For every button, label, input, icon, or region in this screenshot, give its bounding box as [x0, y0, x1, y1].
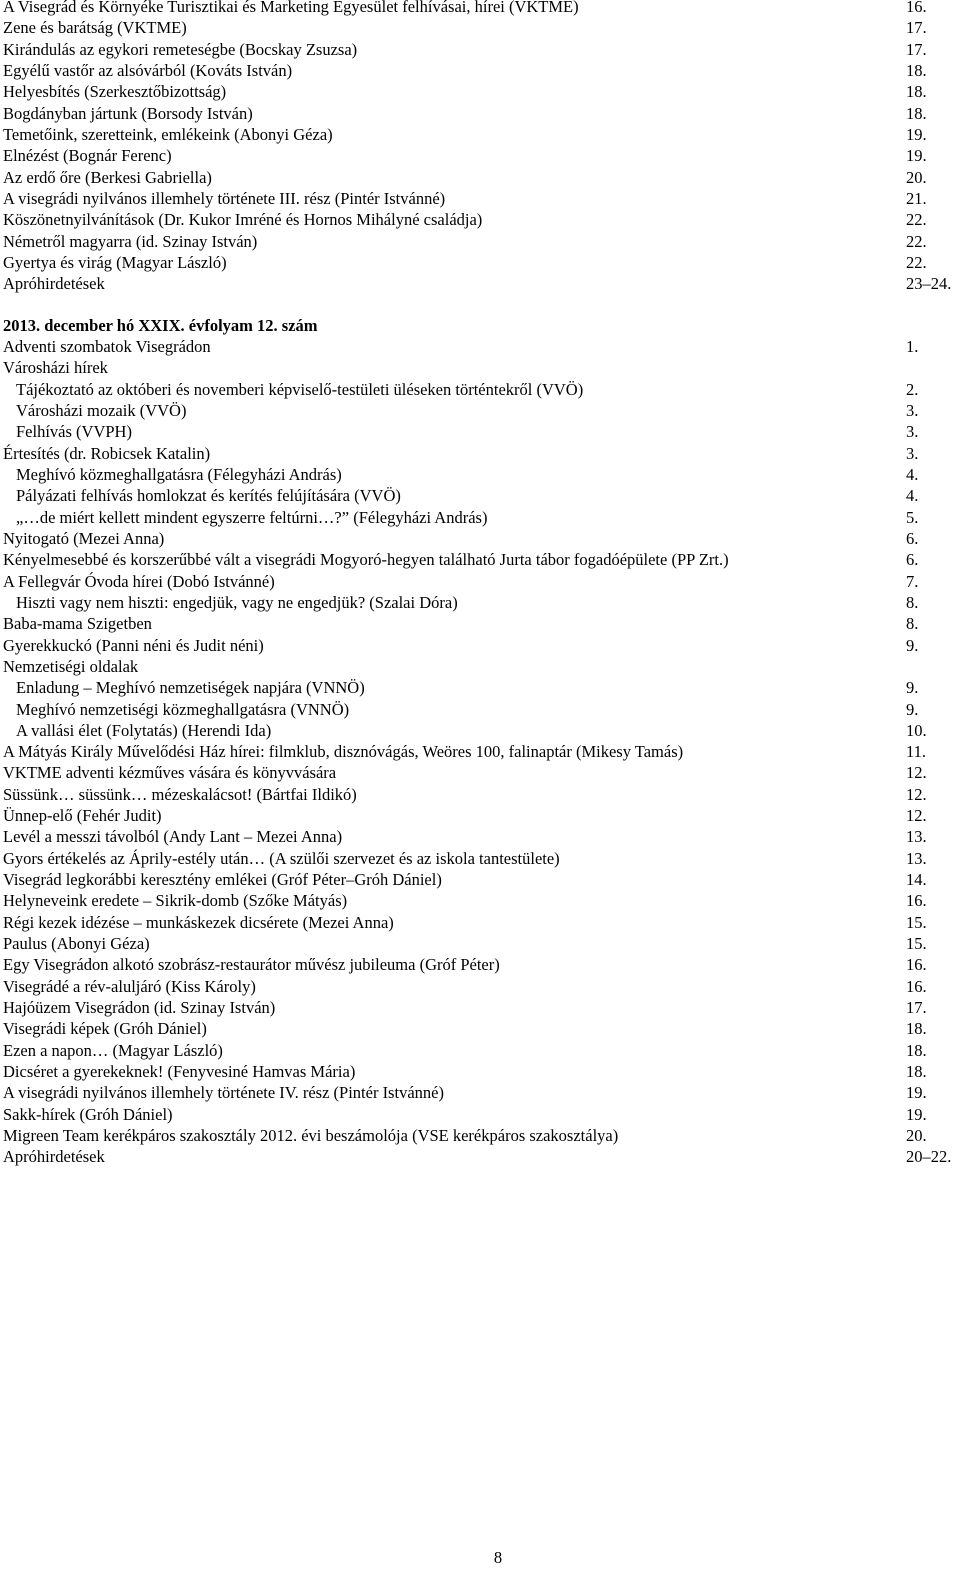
toc-entry [3, 464, 960, 485]
toc-entry-title: Levél a messzi távolból (Andy Lant – Mezei Anna) [3, 827, 343, 847]
toc-entry-title: Meghívó nemzetiségi közmeghallgatásra (VNNÖ) [16, 699, 350, 719]
toc-entry-title: Gyertya és virág (Magyar László) [3, 252, 227, 272]
toc-entry-title: Süssünk… süssünk… mézeskalácsot! (Bártfai Ildikó) [3, 784, 357, 804]
toc-entry [3, 997, 960, 1018]
toc-entry-page: 9. [906, 699, 919, 719]
toc-entry-page: 17. [906, 998, 927, 1018]
toc-entry [3, 528, 960, 549]
toc-entry-page: 19. [906, 124, 927, 144]
toc-entry-title: Egy Visegrádon alkotó szobrász-restaurátor művész jubileuma (Gróf Péter) [3, 955, 500, 975]
toc-entry-page: 22. [906, 210, 927, 230]
toc-entry-page: 2. [906, 379, 919, 399]
page-number: 8 [493, 1548, 503, 1567]
toc-entry-title: Nemzetiségi oldalak [3, 656, 139, 676]
toc-entry-title: Gyerekkuckó (Panni néni és Judit néni) [3, 635, 264, 655]
toc-entry-title: Enladung – Meghívó nemzetiségek napjára (VNNÖ) [16, 678, 365, 698]
toc-entry-title: Visegrádé a rév-aluljáró (Kiss Károly) [3, 976, 256, 996]
toc-entry [3, 1018, 960, 1039]
toc-entry-page: 13. [906, 827, 927, 847]
toc-entry-title: VKTME adventi kézműves vására és könyvvására [3, 763, 337, 783]
toc-entry-page: 12. [906, 806, 927, 826]
toc-entry-page: 3. [906, 422, 919, 442]
toc-entry-title: Apróhirdetések [3, 1147, 105, 1167]
toc-entry-title: Helyesbítés (Szerkesztőbizottság) [3, 82, 227, 102]
toc-entry-title: Temetőink, szeretteink, emlékeink (Abonyi Géza) [3, 124, 333, 144]
toc-entry [3, 273, 960, 294]
toc-entry-page: 17. [906, 39, 927, 59]
toc-entry [3, 890, 960, 911]
toc-entry-page: 16. [906, 891, 927, 911]
toc-entry-page: 19. [906, 1104, 927, 1124]
toc-entry-page: 11. [906, 742, 927, 762]
toc-entry [3, 720, 960, 741]
toc-entry [3, 167, 960, 188]
toc-entry [3, 81, 960, 102]
toc-entry-title: „…de miért kellett mindent egyszerre feltúrni…?” (Félegyházi András) [16, 507, 488, 527]
toc-entry [3, 848, 960, 869]
toc-entry-page: 20. [906, 167, 927, 187]
toc-entry-page: 5. [906, 507, 919, 527]
toc-entry-title: A Visegrád és Környéke Turisztikai és Marketing Egyesület felhívásai, hírei (VKTME) [3, 0, 579, 16]
toc-entry-page: 12. [906, 784, 927, 804]
toc-entry-page: 18. [906, 1019, 927, 1039]
toc-entry-page: 3. [906, 443, 919, 463]
toc-entry-title: Hajóüzem Visegrádon (id. Szinay István) [3, 998, 276, 1018]
toc-entry [3, 1040, 960, 1061]
toc-entry [3, 443, 960, 464]
toc-entry [3, 231, 960, 252]
toc-entry-page: 8. [906, 592, 919, 612]
toc-entry-title: Értesítés (dr. Robicsek Katalin) [3, 443, 211, 463]
toc-entry-title: Zene és barátság (VKTME) [3, 18, 187, 38]
toc-entry-page: 6. [906, 528, 919, 548]
toc-entry [3, 103, 960, 124]
toc-entry-title: Az erdő őre (Berkesi Gabriella) [3, 167, 212, 187]
toc-entry-title: Hiszti vagy nem hiszti: engedjük, vagy ne engedjük? (Szalai Dóra) [16, 592, 458, 612]
toc-entry [3, 1125, 960, 1146]
toc-entry [3, 677, 960, 698]
toc-entry [3, 357, 960, 378]
toc-entry-page: 12. [906, 763, 927, 783]
toc-entry [3, 571, 960, 592]
table-of-contents [3, 0, 960, 1168]
toc-entry-page: 19. [906, 146, 927, 166]
toc-entry-page: 15. [906, 912, 927, 932]
toc-entry-page: 18. [906, 1040, 927, 1060]
toc-entry-page: 13. [906, 848, 927, 868]
toc-entry-page: 16. [906, 976, 927, 996]
toc-entry [3, 699, 960, 720]
toc-entry-title: Helyneveink eredete – Sikrik-domb (Szőke Mátyás) [3, 891, 348, 911]
toc-entry-page: 18. [906, 60, 927, 80]
toc-entry-title: Baba-mama Szigetben [3, 614, 152, 634]
toc-entry [3, 124, 960, 145]
toc-entry [3, 252, 960, 273]
toc-entry [3, 400, 960, 421]
toc-entry-page: 19. [906, 1083, 927, 1103]
toc-entry-title: Köszönetnyilvánítások (Dr. Kukor Imréné és Hornos Mihályné családja) [3, 210, 483, 230]
toc-entry-page: 7. [906, 571, 919, 591]
toc-entry [3, 145, 960, 166]
toc-section-previous-issue [3, 0, 960, 295]
toc-entry-title: Ezen a napon… (Magyar László) [3, 1040, 223, 1060]
toc-entry [3, 869, 960, 890]
toc-entry [3, 912, 960, 933]
toc-entry-page: 22. [906, 231, 927, 251]
toc-entry [3, 1061, 960, 1082]
toc-entry [3, 933, 960, 954]
toc-entry [3, 60, 960, 81]
toc-entry [3, 39, 960, 60]
toc-entry-page: 20–22. [906, 1147, 952, 1167]
toc-entry-title: Városházi hírek [3, 358, 108, 378]
toc-entry-title: Nyitogató (Mezei Anna) [3, 528, 165, 548]
toc-entry [3, 507, 960, 528]
toc-entry [3, 635, 960, 656]
toc-entry-title: Meghívó közmeghallgatásra (Félegyházi András) [16, 464, 342, 484]
toc-entry-title: Paulus (Abonyi Géza) [3, 934, 150, 954]
toc-entry-title: Városházi mozaik (VVÖ) [16, 400, 187, 420]
toc-entry-title: Pályázati felhívás homlokzat és kerítés felújítására (VVÖ) [16, 486, 401, 506]
toc-entry [3, 741, 960, 762]
toc-entry-title: Tájékoztató az októberi és novemberi képviselő-testületi üléseken történtekről (VVÖ) [16, 379, 584, 399]
toc-entry [3, 762, 960, 783]
toc-entry [3, 0, 960, 17]
toc-entry-title: Elnézést (Bognár Ferenc) [3, 146, 172, 166]
toc-entry-page: 21. [906, 188, 927, 208]
toc-entry-title: Ünnep-elő (Fehér Judit) [3, 806, 162, 826]
toc-entry-title: Migreen Team kerékpáros szakosztály 2012. évi beszámolója (VSE kerékpáros szakosztálya) [3, 1126, 619, 1146]
toc-entry-title: A visegrádi nyilvános illemhely története III. rész (Pintér Istvánné) [3, 188, 446, 208]
toc-entry-title: Felhívás (VVPH) [16, 422, 132, 442]
toc-entry-title: A Fellegvár Óvoda hírei (Dobó Istvánné) [3, 571, 275, 591]
toc-entry-page: 20. [906, 1126, 927, 1146]
toc-entry-page: 9. [906, 635, 919, 655]
toc-entry-page: 23–24. [906, 274, 952, 294]
toc-entry-page: 15. [906, 934, 927, 954]
toc-entry [3, 613, 960, 634]
toc-entry-title: A vallási élet (Folytatás) (Herendi Ida) [16, 720, 272, 740]
toc-entry [3, 805, 960, 826]
toc-entry [3, 379, 960, 400]
toc-entry [3, 17, 960, 38]
toc-entry-page: 22. [906, 252, 927, 272]
toc-entry-page: 18. [906, 1062, 927, 1082]
toc-entry-title: Régi kezek idézése – munkáskezek dicsérete (Mezei Anna) [3, 912, 394, 932]
toc-entry-title: Visegrádi képek (Gróh Dániel) [3, 1019, 207, 1039]
toc-entry-title: Bogdányban jártunk (Borsody István) [3, 103, 253, 123]
toc-entry-page: 6. [906, 550, 919, 570]
toc-section-december-issue [3, 336, 960, 1168]
toc-entry [3, 976, 960, 997]
toc-entry [3, 592, 960, 613]
toc-entry-page: 16. [906, 0, 927, 16]
toc-entry [3, 485, 960, 506]
toc-entry-page: 1. [906, 336, 919, 356]
toc-entry [3, 549, 960, 570]
toc-entry-page: 17. [906, 18, 927, 38]
toc-entry [3, 188, 960, 209]
toc-entry-page: 16. [906, 955, 927, 975]
toc-entry-title: Kényelmesebbé és korszerűbbé vált a visegrádi Mogyoró-hegyen található Jurta tábor fogadóépülete (PP Zrt.) [3, 550, 729, 570]
toc-entry-title: Gyors értékelés az Áprily-estély után… (A szülői szervezet és az iskola tantestülete) [3, 848, 560, 868]
section-gap [3, 295, 960, 315]
toc-entry [3, 336, 960, 357]
toc-entry-title: Egyélű vastőr az alsóvárból (Kováts István) [3, 60, 293, 80]
toc-entry-page: 4. [906, 464, 919, 484]
toc-entry-title: A Mátyás Király Művelődési Ház hírei: filmklub, disznóvágás, Weöres 100, falinaptár (Mikesy Tamás) [3, 742, 684, 762]
toc-entry-page: 18. [906, 82, 927, 102]
toc-entry-title: Dicséret a gyerekeknek! (Fenyvesiné Hamvas Mária) [3, 1062, 356, 1082]
toc-entry-title: Apróhirdetések [3, 274, 105, 294]
toc-entry-page: 14. [906, 870, 927, 890]
toc-entry [3, 954, 960, 975]
toc-entry-title: Visegrád legkorábbi keresztény emlékei (Gróf Péter–Gróh Dániel) [3, 870, 442, 890]
toc-entry-title: A visegrádi nyilvános illemhely története IV. rész (Pintér Istvánné) [3, 1083, 444, 1103]
toc-entry-title: Sakk-hírek (Gróh Dániel) [3, 1104, 173, 1124]
toc-entry-title: Adventi szombatok Visegrádon [3, 336, 211, 356]
toc-entry-title: Németről magyarra (id. Szinay István) [3, 231, 258, 251]
toc-entry [3, 1082, 960, 1103]
issue-heading: 2013. december hó XXIX. évfolyam 12. szám [3, 315, 318, 335]
toc-entry-page: 9. [906, 678, 919, 698]
toc-entry [3, 826, 960, 847]
toc-entry-page: 10. [906, 720, 927, 740]
toc-entry-page: 18. [906, 103, 927, 123]
toc-entry [3, 1104, 960, 1125]
toc-entry [3, 209, 960, 230]
toc-entry-page: 3. [906, 400, 919, 420]
toc-entry-page: 8. [906, 614, 919, 634]
toc-entry [3, 421, 960, 442]
toc-entry-title: Kirándulás az egykori remeteségbe (Bocskay Zsuzsa) [3, 39, 358, 59]
toc-entry [3, 784, 960, 805]
toc-entry [3, 1146, 960, 1167]
toc-entry-page: 4. [906, 486, 919, 506]
toc-entry [3, 656, 960, 677]
